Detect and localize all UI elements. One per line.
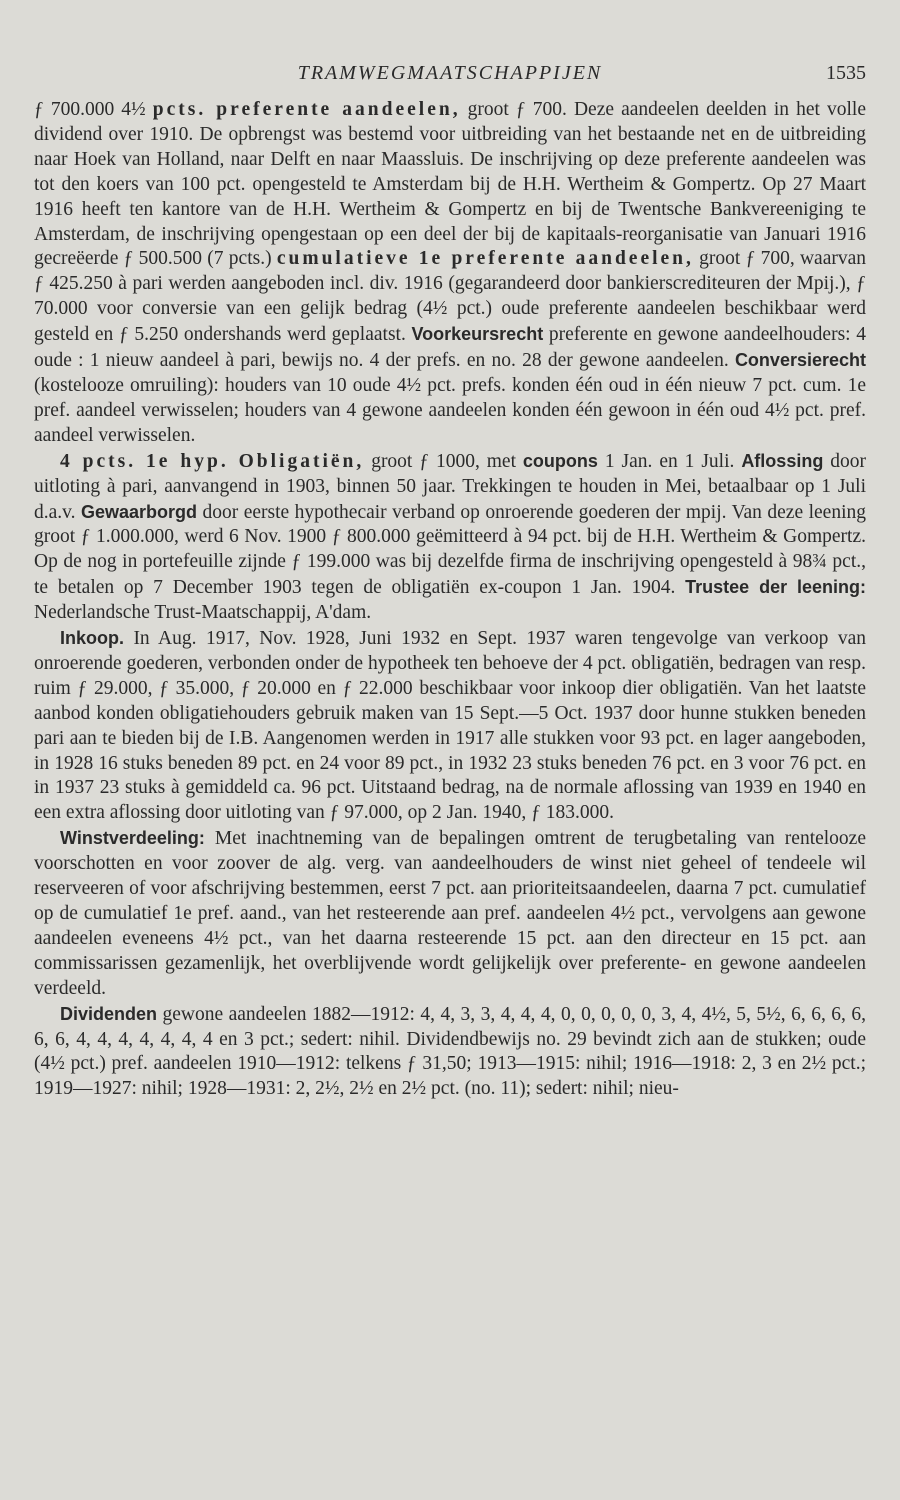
page-number: 1535 <box>826 62 866 84</box>
text-run: gewone aandeelen 1882—1912: 4, 4, 3, 3, 4, 4, 4, 0, 0, 0, 0, 0, 3, 4, 4½, 5, 5½, 6, 6, 6, 6, 6, 6, 4, 4, 4, 4, 4, 4, 4 en 3 pct.; sedert: nihil. Dividendbewijs no. 29 bevindt zich aan de stukken; oude (4½ pct.) pref. aandeelen 1910—1912: telkens ƒ 31,50; 1913—1915: nihil; 1916—1918: 2, 3 en 2½ pct.; 1919—1927: nihil; 1928—1931: 2, 2½, 2½ en 2½ pct. (no. 11); sedert: nihil; nieu- <box>34 1003 866 1100</box>
text-run: preferente en gewone aandeelhouders: 4 oude : 1 nieuw aandeel à pari, bewijs no. 4 der prefs. en no. 28 der gewone aandeelen. <box>34 324 866 372</box>
heading-obligatien: 4 pcts. 1e hyp. Obligatiën, <box>60 450 365 472</box>
page-body <box>34 98 866 1102</box>
heading-preferente-aandeelen: pcts. preferente aandeelen, <box>152 99 461 120</box>
text-run: groot ƒ 700, waarvan ƒ 425.250 à pari werden aangeboden incl. div. 1916 (gegarandeerd door bankierscrediteuren der Mpij.), ƒ 70.000 voor conversie van een gelijk bedrag (4½ pct.) oude preferente aandeelen beschikbaar werd gesteld en ƒ 5.250 ondershands werd geplaatst. <box>34 248 866 346</box>
text-run: groot ƒ 1000, met <box>364 450 523 472</box>
label-voorkeursrecht: Voorkeursrecht <box>411 324 544 345</box>
label-coupons: coupons <box>522 450 598 471</box>
paragraph-obligatien <box>34 449 866 626</box>
text-run: door uitloting à pari, aanvangend in 1903, binnen 50 jaar. Trekkingen te houden in Mei, betaalbaar op 1 Juli d.a.v. <box>34 450 866 523</box>
text-run: ƒ 700.000 4½ <box>34 99 153 120</box>
text-run: In Aug. 1917, Nov. 1928, Juni 1932 en Sept. 1937 waren tengevolge van verkoop van onroerende goederen, verbonden onder de hypotheek ten behoeve der 4 pct. obligatiën, bedragen van resp. ruim ƒ 29.000, ƒ 35.000, ƒ 20.000 en ƒ 22.000 beschikbaar voor inkoop dier obligatiën. Van het laatste aanbod konden obligatiehouders gebruik maken van 15 Sept.—5 Oct. 1937 door hunne stukken beneden pari aan te bieden bij de I.B. Aangenomen werden in 1917 alle stukken voor 93 pct. en lager aangeboden, in 1928 16 stuks beneden 89 pct. en 24 voor 89 pct., in 1932 23 stuks beneden 76 pct. en 3 voor 76 pct. en in 1937 23 stuks à gemiddeld ca. 96 pct. Uitstaand bedrag, na de normale aflossing van 1939 en 1940 en een extra aflossing door uitloting van ƒ 97.000, op 2 Jan. 1940, ƒ 183.000. <box>34 628 866 824</box>
heading-cumulatieve-preferente: cumulatieve 1e preferente aandeelen, <box>276 248 694 270</box>
text-run: door eerste hypothecair verband op onroerende goederen der mpij. Van deze leening groot ƒ 1.000.000, werd 6 Nov. 1900 ƒ 800.000 geëmitteerd à 94 pct. bij de H.H. Wertheim & Gompertz. Op de nog in portefeuille zijnde ƒ 199.000 was bij dezelfde firma de inschrijving opengesteld à 98¾ pct., te betalen op 7 December 1903 tegen de obligatiën ex-coupon 1 Jan. 1904. <box>34 501 866 599</box>
label-dividenden: Dividenden <box>60 1003 158 1024</box>
page-header <box>34 58 866 94</box>
text-run: (kostelooze omruiling): houders van 10 oude 4½ pct. prefs. konden één oud in één nieuw 7 pct. cum. 1e pref. aandeel verwisselen; houders van 4 gewone aandeelen konden één gewoon in één oud 4½ pct. pref. aandeel verwisselen. <box>34 374 866 446</box>
text-run: groot ƒ 700. Deze aandeelen deelden in het volle dividend over 1910. De opbrengst was bestemd voor uitbreiding van het bestaande net en de uitbreiding naar Hoek van Holland, naar Delft en naar Maassluis. De inschrijving op deze preferente aandeelen was tot den koers van 100 pct. opengesteld te Amsterdam bij de H.H. Wertheim & Gompertz. Op 27 Maart 1916 heeft ten kantore van de H.H. Wertheim & Gompertz en bij de Twentsche Bankvereeniging te Amsterdam, de inschrijving opengestaan op een deel der bij de kapitaals-reorganisatie van Januari 1916 gecreëerde ƒ 500.500 (7 pcts.) <box>34 99 867 270</box>
label-inkoop: Inkoop. <box>60 628 124 649</box>
label-winstverdeeling: Winstverdeeling: <box>60 828 205 849</box>
label-conversierecht: Conversierecht <box>734 350 866 371</box>
text-run: Nederlandsche Trust-Maatschappij, A'dam. <box>34 602 372 624</box>
text-run: 1 Jan. en 1 Juli. <box>597 450 742 472</box>
label-gewaarborgd: Gewaarborgd <box>80 501 198 522</box>
paragraph-inkoop <box>34 626 866 826</box>
running-title: TRAMWEGMAATSCHAPPIJEN <box>297 62 603 84</box>
text-run: Met inachtneming van de bepalingen omtrent de terugbetaling van rentelooze voorschotten en voor zoover de alg. verg. van aandeelhouders de winst niet geheel of tendeele wil reserveeren of voor afschrijving bestemmen, eerst 7 pct. aan prioriteitsaandeelen, daarna 7 pct. cumulatief op de cumulatief 1e pref. aand., van het resteerende aan pref. aandeelen 4½ pct., vervolgens aan gewone aandeelen eveneens 4½ pct., van het daarna resteerende 15 pct. aan den directeur en 15 pct. aan commissarissen gezamenlijk, het overblijvende wordt gelijkelijk over preferente- en gewone aandeelen verdeeld. <box>34 828 866 999</box>
paragraph-winstverdeeling <box>34 826 866 1001</box>
paragraph-preferente-aandeelen <box>34 98 866 449</box>
label-trustee: Trustee der leening: <box>685 577 866 598</box>
label-aflossing: Aflossing <box>741 450 824 471</box>
paragraph-dividenden <box>34 1002 866 1103</box>
